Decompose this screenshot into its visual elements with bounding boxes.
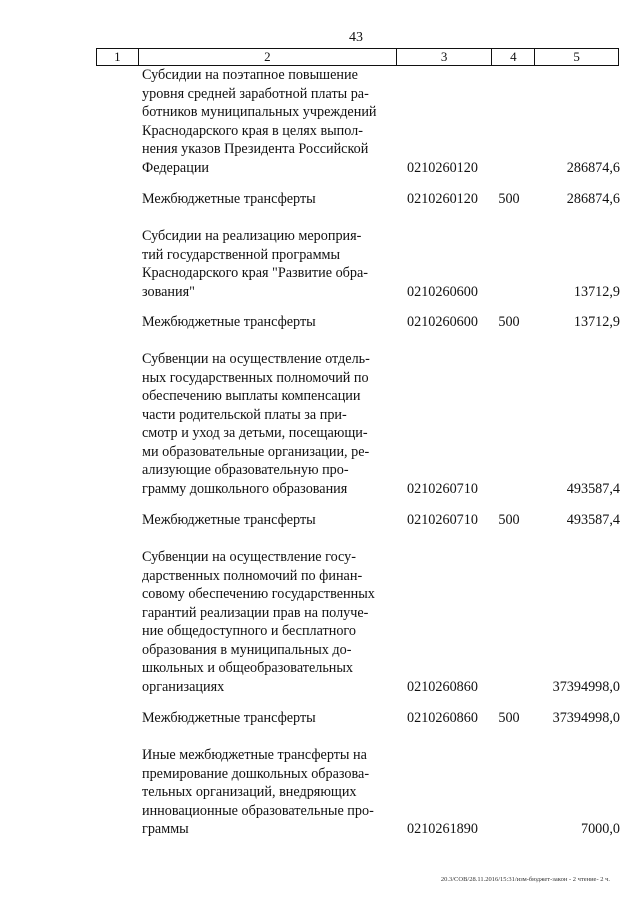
description-line: ми образовательные организации, ре- xyxy=(142,443,370,460)
description-line: Межбюджетные трансферты xyxy=(142,512,316,528)
description-line: Межбюджетные трансферты xyxy=(142,710,316,726)
description-line: Субсидии на поэтапное повышение xyxy=(142,67,358,83)
description-line: гарантий реализации прав на получе- xyxy=(142,604,369,621)
row-code: 0210260120 xyxy=(407,159,478,176)
description-line: Субвенции на осуществление госу- xyxy=(142,549,356,565)
header-col-4: 4 xyxy=(492,49,535,65)
description-line: ботников муниципальных учреждений xyxy=(142,104,377,120)
row-description xyxy=(142,746,391,839)
row-amount: 286874,6 xyxy=(566,191,620,207)
description-line: Иные межбюджетные трансферты на xyxy=(142,747,367,763)
description-line: уровня средней заработной платы ра- xyxy=(142,85,369,102)
description-line: тий государственной программы xyxy=(142,246,341,263)
row-code: 0210260600 xyxy=(407,314,478,330)
row-description xyxy=(142,548,391,696)
row-code: 0210260860 xyxy=(407,710,478,726)
row-code: 0210260860 xyxy=(407,678,478,695)
description-line: образования в муниципальных до- xyxy=(142,641,352,658)
row-amount: 7000,0 xyxy=(580,821,620,837)
header-col-3: 3 xyxy=(397,49,493,65)
table-header xyxy=(96,48,619,66)
row-description xyxy=(142,350,391,498)
row-description xyxy=(142,709,391,728)
description-line: части родительской платы за при- xyxy=(142,406,347,423)
description-line: Субвенции на осуществление отдель- xyxy=(142,351,370,367)
description-line: Федерации xyxy=(142,159,210,176)
row-amount: 13712,9 xyxy=(573,314,620,330)
description-line: зования" xyxy=(142,283,195,300)
description-line: Межбюджетные трансферты xyxy=(142,191,316,207)
description-line: ализующие образовательную про- xyxy=(142,462,349,478)
description-line: граммы xyxy=(142,821,189,837)
row-amount: 37394998,0 xyxy=(552,710,620,726)
header-col-5: 5 xyxy=(573,49,580,64)
row-description xyxy=(142,511,391,530)
description-line: ных государственных полномочий по xyxy=(142,369,369,386)
description-line: тельных организаций, внедряющих xyxy=(142,784,357,800)
row-amount: 13712,9 xyxy=(573,283,620,300)
row-description xyxy=(142,227,391,301)
description-line: Краснодарского края "Развитие обра- xyxy=(142,265,369,281)
row-code: 0210261890 xyxy=(407,821,478,837)
row-type: 500 xyxy=(498,191,520,207)
row-description xyxy=(142,313,391,332)
description-line: Краснодарского края в целях выпол- xyxy=(142,122,363,139)
row-code: 0210260120 xyxy=(407,191,478,207)
description-line: премирование дошкольных образова- xyxy=(142,765,370,782)
description-line: нения указов Президента Российской xyxy=(142,141,369,157)
description-line: школьных и общеобразовательных xyxy=(142,660,354,676)
description-line: Субсидии на реализацию мероприя- xyxy=(142,228,362,244)
row-type: 500 xyxy=(498,710,520,726)
description-line: грамму дошкольного образования xyxy=(142,480,348,497)
description-line: Межбюджетные трансферты xyxy=(142,314,316,330)
header-col-1: 1 xyxy=(97,49,139,65)
row-type: 500 xyxy=(498,512,520,528)
description-line: обеспечению выплаты компенсации xyxy=(142,388,361,404)
row-amount: 286874,6 xyxy=(566,159,620,176)
row-amount: 37394998,0 xyxy=(552,678,620,695)
row-description xyxy=(142,190,391,209)
row-amount: 493587,4 xyxy=(566,512,620,528)
description-line: организациях xyxy=(142,678,225,695)
row-description xyxy=(142,66,391,177)
row-type: 500 xyxy=(498,314,520,330)
description-line: инновационные образовательные про- xyxy=(142,802,374,819)
row-code: 0210260710 xyxy=(407,480,478,497)
page-number: 43 xyxy=(349,30,363,45)
description-line: совому обеспечению государственных xyxy=(142,586,375,602)
row-code: 0210260710 xyxy=(407,512,478,528)
row-amount: 493587,4 xyxy=(566,480,620,497)
description-line: дарственных полномочий по финан- xyxy=(142,567,363,584)
header-col-2: 2 xyxy=(139,49,397,65)
description-line: смотр и уход за детьми, посещающи- xyxy=(142,425,368,441)
description-line: ние общедоступного и бесплатного xyxy=(142,623,356,639)
row-code: 0210260600 xyxy=(407,283,478,300)
footer-note: 20.3/COB/28.11.2016/15:31/изм-бюджет-закон - 2 чтение- 2 ч. xyxy=(440,876,610,883)
